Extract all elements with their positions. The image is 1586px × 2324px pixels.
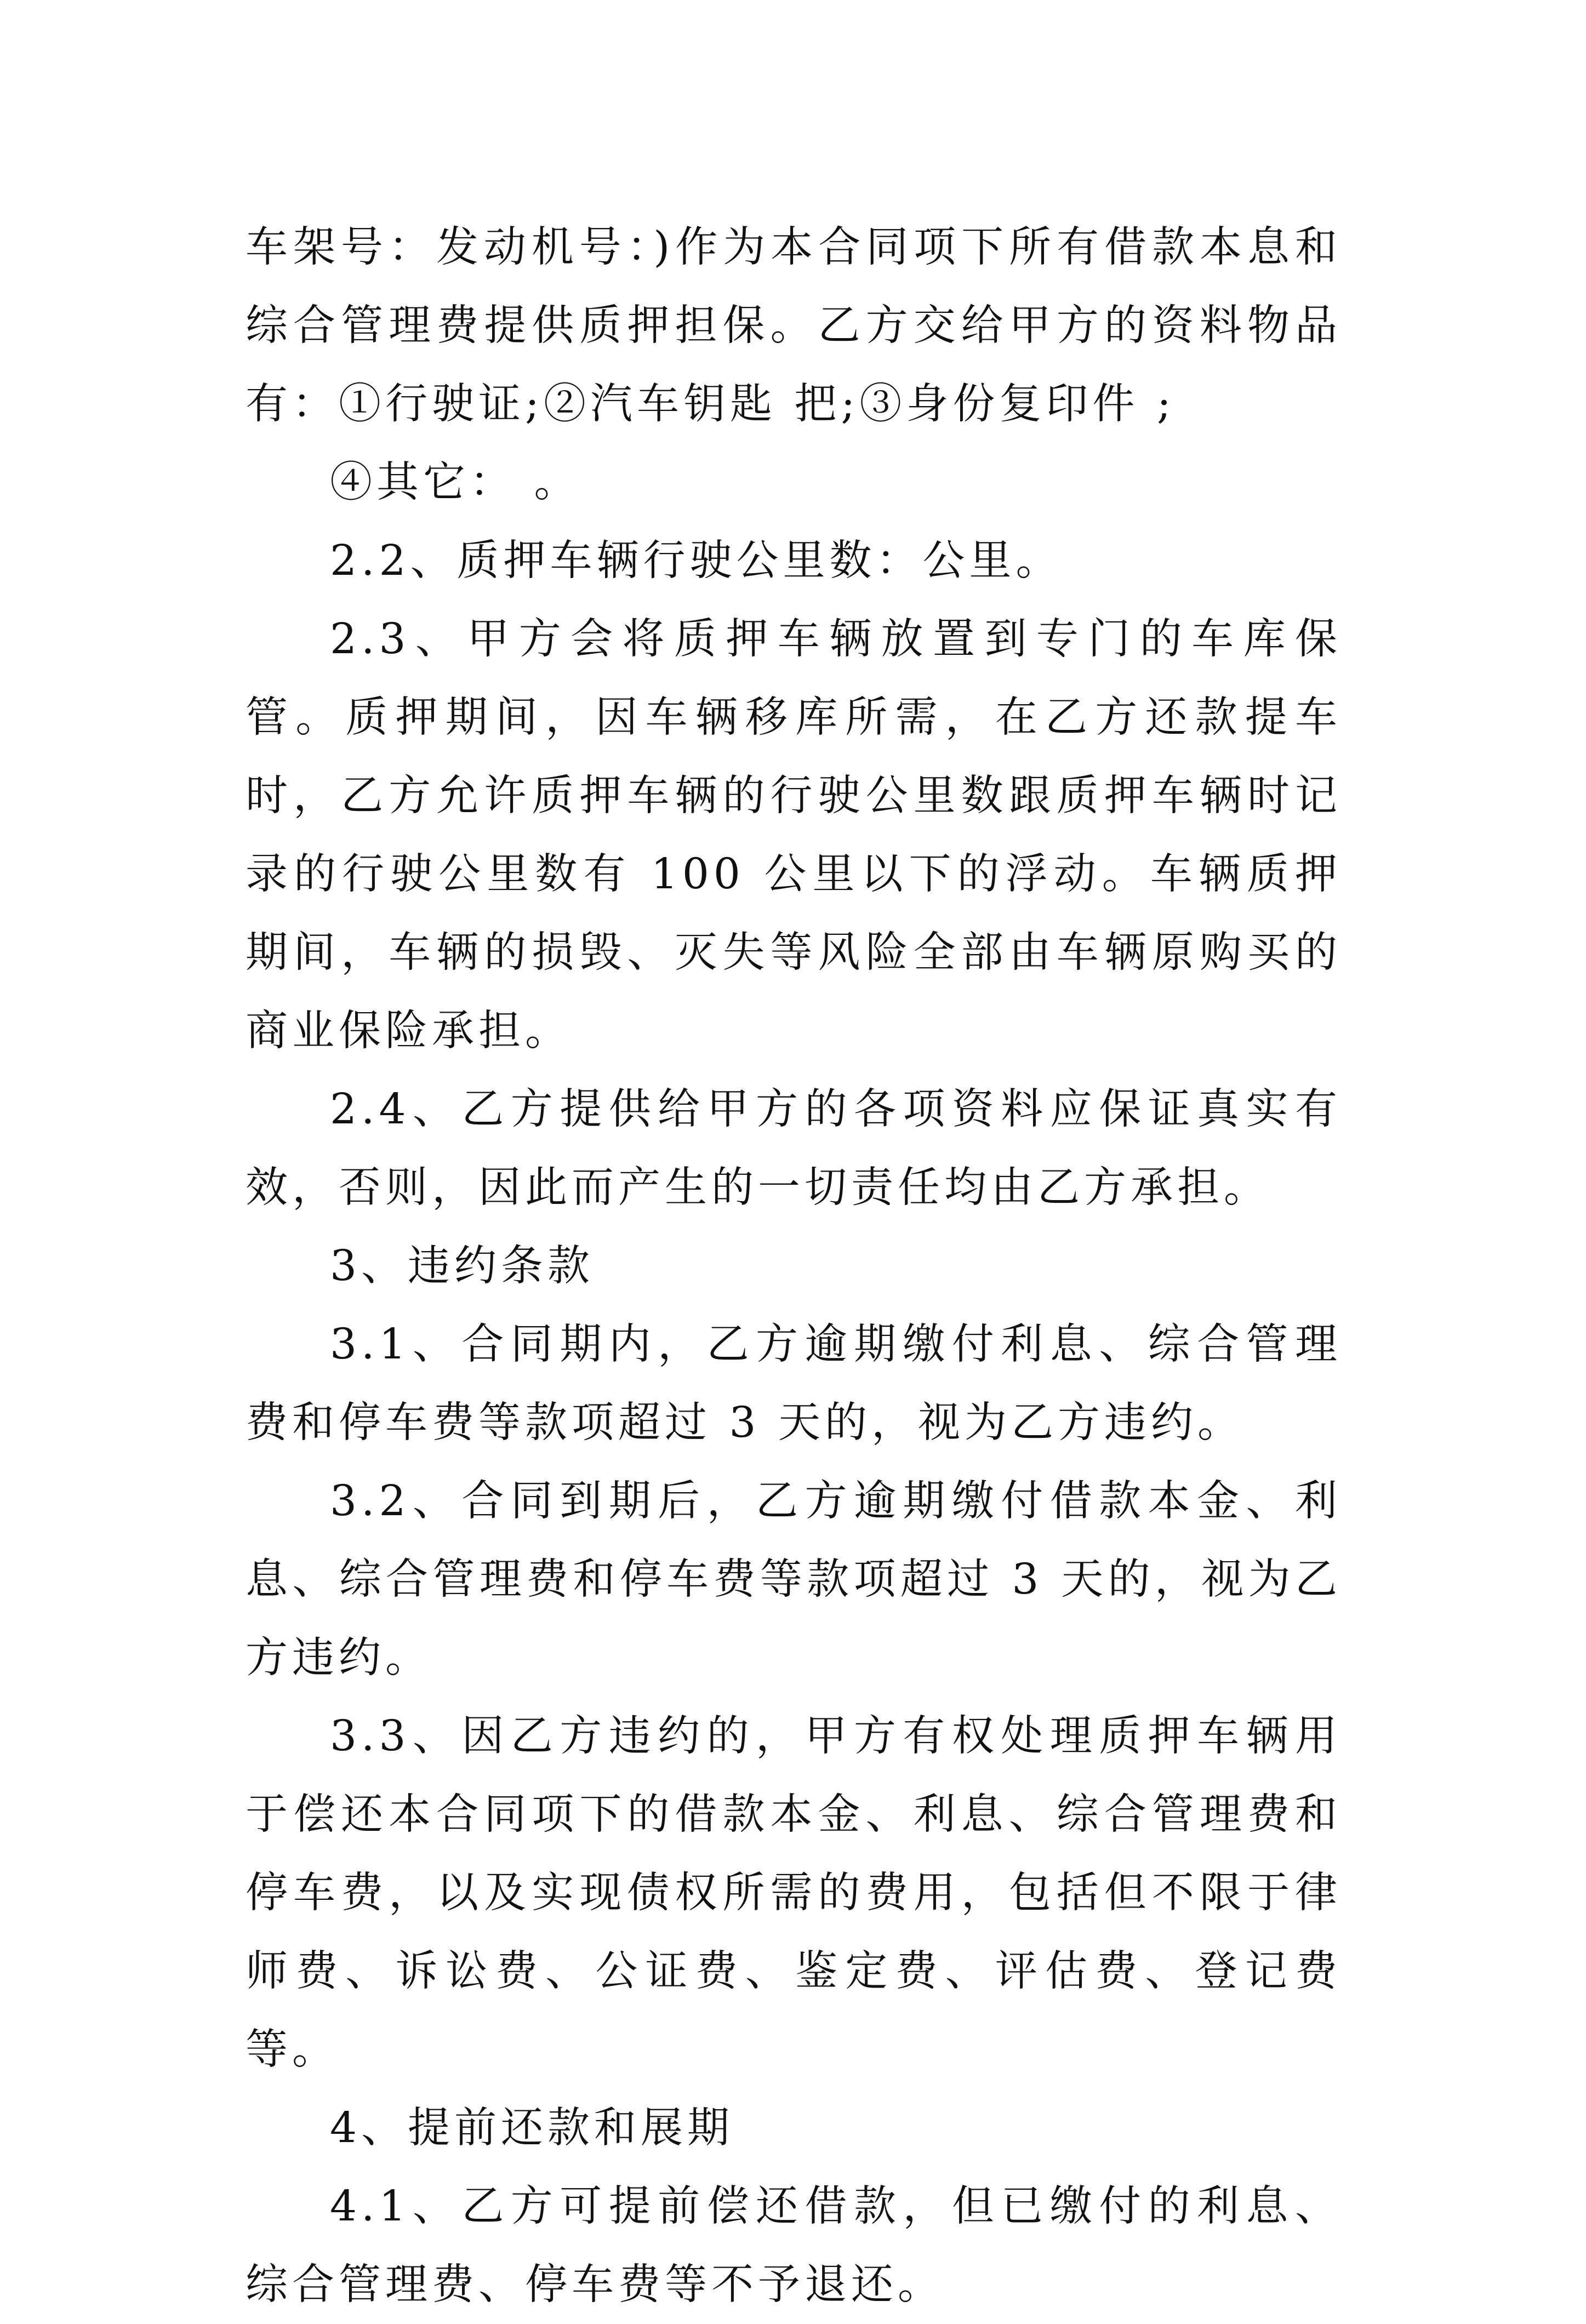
section-heading-breach: 3、违约条款 [330, 1242, 594, 1291]
document-body [246, 208, 1342, 2324]
paragraph-clause-2-2: 2.2、质押车辆行驶公里数：公里。 [330, 536, 1063, 585]
paragraph-clause-2-4: 2.4、乙方提供给甲方的各项资料应保证真实有效，否则，因此而产生的一切责任均由乙方承担。 [246, 1085, 1342, 1212]
paragraph-clause-2-3: 2.3、甲方会将质押车辆放置到专门的车库保管。质押期间，因车辆移库所需，在乙方还款提车时，乙方允许质押车辆的行驶公里数跟质押车辆时记录的行驶公里数有 100 公里以下的浮动。车辆质押期间，车辆的损毁、灭失等风险全部由车辆原购买的商业保险承担。 [246, 615, 1342, 1055]
paragraph-clause-4-1: 4.1、乙方可提前偿还借款，但已缴付的利息、综合管理费、停车费等不予退还。 [246, 2182, 1342, 2309]
paragraph-clause-3-2: 3.2、合同到期后，乙方逾期缴付借款本金、利息、综合管理费和停车费等款项超过 3 天的，视为乙方违约。 [246, 1477, 1342, 1682]
paragraph-clause-3-3: 3.3、因乙方违约的，甲方有权处理质押车辆用于偿还本合同项下的借款本金、利息、综合管理费和停车费，以及实现债权所需的费用，包括但不限于律师费、诉讼费、公证费、鉴定费、评估费、登记费等。 [246, 1712, 1342, 2074]
paragraph-clause-3-1: 3.1、合同期内，乙方逾期缴付利息、综合管理费和停车费等款项超过 3 天的，视为乙方违约。 [246, 1320, 1342, 1447]
section-heading-early-repayment: 4、提前还款和展期 [330, 2104, 734, 2152]
paragraph-other-items: ④其它： 。 [330, 458, 581, 507]
paragraph-pledge-items: 车架号：发动机号：)作为本合同项下所有借款本息和综合管理费提供质押担保。乙方交给甲方的资料物品有：①行驶证;②汽车钥匙 把;③身份复印件 ; [246, 223, 1342, 429]
